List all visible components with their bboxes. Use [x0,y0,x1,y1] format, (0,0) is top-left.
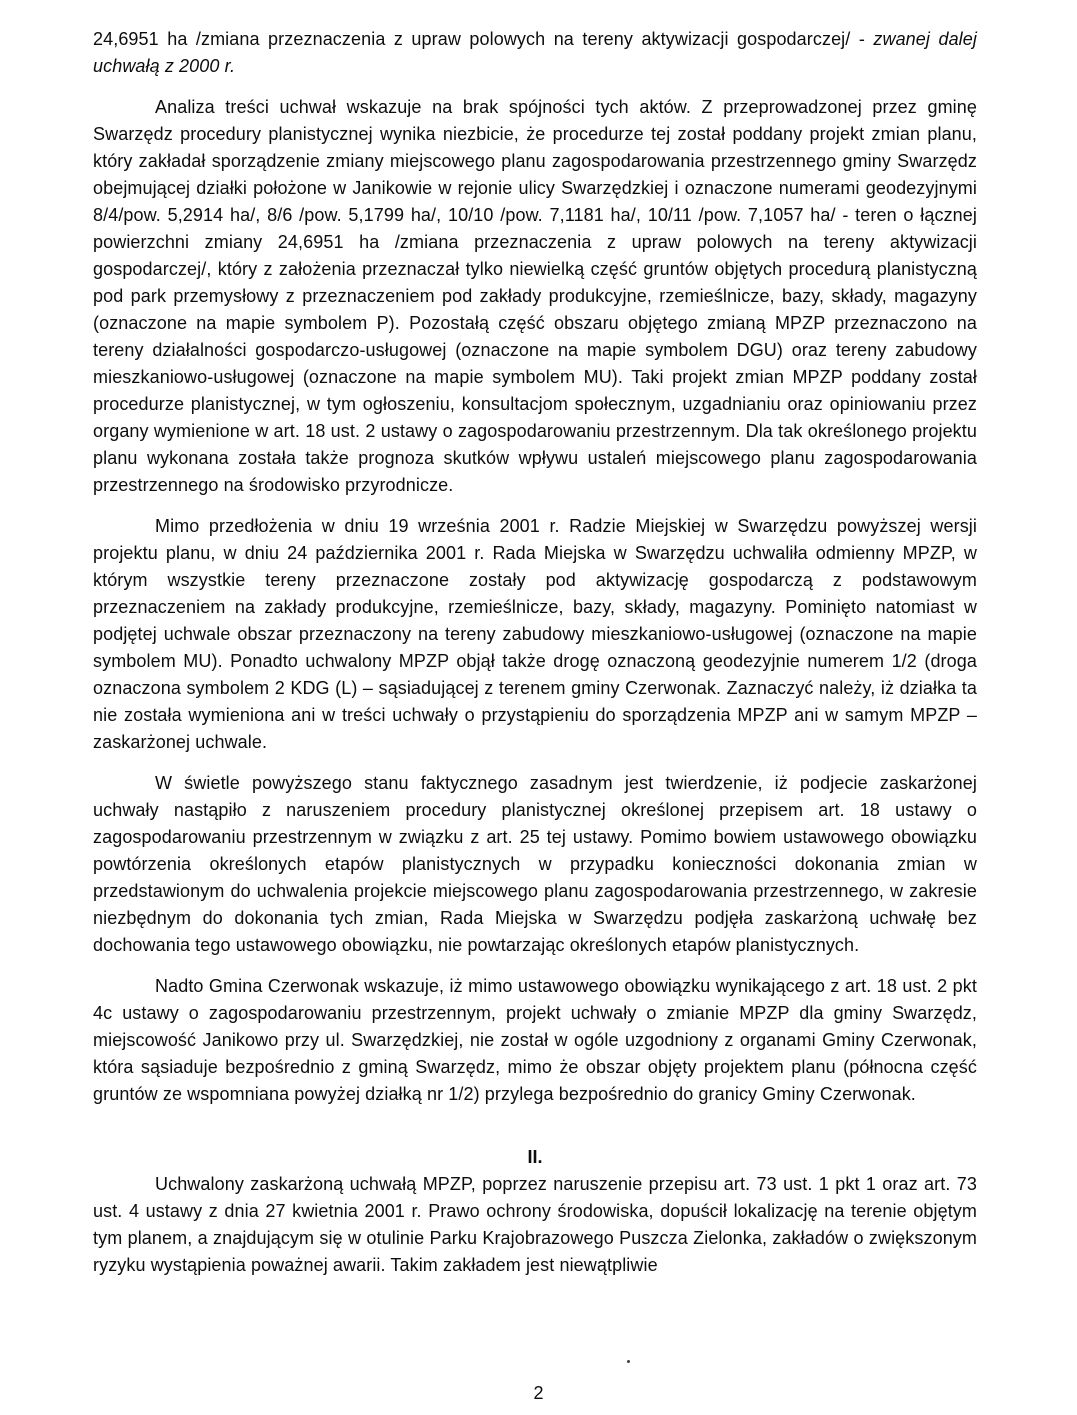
paragraph-continuation [93,26,977,80]
page-number: 2 [533,1383,544,1403]
paragraph-mimo-przedlozenia: Mimo przedłożenia w dniu 19 września 2001 r. Radzie Miejskiej w Swarzędzu powyższej wersji projektu planu, w dniu 24 października 2001 r. Rada Miejska w Swarzędzu uchwaliła odmienny MPZP, w którym wszystkie tereny przeznaczone zostały pod aktywizację gospodarczą z podstawowym przeznaczeniem na zakłady produkcyjne, rzemieślnicze, bazy, składy, magazyny. Pominięto natomiast w podjętej uchwale obszar przeznaczony na tereny zabudowy mieszkaniowo-usługowej (oznaczone na mapie symbolem MU). Ponadto uchwalony MPZP objął także drogę oznaczoną geodezyjnie numerem 1/2 (droga oznaczona symbolem 2 KDG (L) – sąsiadującej z terenem gminy Czerwonak. Zaznaczyć należy, iż działka ta nie została wymieniona ani w treści uchwały o przystąpieniu do sporządzenia MPZP ani w samym MPZP – zaskarżonej uchwale. [93,516,977,752]
paragraph-uchwalony: Uchwalony zaskarżoną uchwałą MPZP, poprzez naruszenie przepisu art. 73 ust. 1 pkt 1 oraz art. 73 ust. 4 ustawy z dnia 27 kwietnia 2001 r. Prawo ochrony środowiska, dopuścił lokalizację na terenie objętym tym planem, a znajdującym się w otulinie Parku Krajobrazowego Puszcza Zielonka, zakładów o zwiększonym ryzyku wystąpienia poważnej awarii. Takim zakładem jest niewątpliwie [93,1174,977,1275]
paragraph-analiza-tresci: Analiza treści uchwał wskazuje na brak spójności tych aktów. Z przeprowadzonej przez gminę Swarzędz procedury planistycznej wynika niezbicie, że procedurze tej został poddany projekt zmian planu, który zakładał sporządzenie zmiany miejscowego planu zagospodarowania przestrzennego gminy Swarzędz obejmującej działki położone w Janikowie w rejonie ulicy Swarzędzkiej i oznaczone numerami geodezyjnymi 8/4/pow. 5,2914 ha/, 8/6 /pow. 5,1799 ha/, 10/10 /pow. 7,1181 ha/, 10/11 /pow. 7,1057 ha/ - teren o łącznej powierzchni zmiany 24,6951 ha /zmiana przeznaczenia z upraw polowych na tereny aktywizacji gospodarczej/, który z założenia przeznaczał tylko niewielką część gruntów objętych procedurą planistyczną pod park przemysłowy z przeznaczeniem pod zakłady produkcyjne, rzemieślnicze, bazy, składy, magazyny (oznaczone na mapie symbolem P). Pozostałą część obszaru objętego zmianą MPZP przeznaczono na tereny działalności gospodarczo-usługowej (oznaczone na mapie symbolem DGU) oraz tereny zabudowy mieszkaniowo-usługowej (oznaczone na mapie symbolem MU). Taki projekt zmian MPZP poddany został procedurze planistycznej, w tym ogłoszeniu, konsultacjom społecznym, uzgadnianiu oraz opiniowaniu przez organy wymienione w art. 18 ust. 2 ustawy o zagospodarowaniu przestrzennym. Dla tak określonego projektu planu wykonana została także prognoza skutków wpływu ustaleń miejscowego planu zagospodarowania przestrzennego na środowisko przyrodnicze. [93,97,977,495]
continuation-text: 24,6951 ha /zmiana przeznaczenia z upraw polowych na tereny aktywizacji gospodarczej/ - [93,29,874,49]
section-heading: II. [527,1147,543,1167]
paragraph-w-swietle: W świetle powyższego stanu faktycznego zasadnym jest twierdzenie, iż podjecie zaskarżonej uchwały nastąpiło z naruszeniem procedury planistycznej określonej przepisem art. 18 ustawy o zagospodarowaniu przestrzennym w związku z art. 25 tej ustawy. Pomimo bowiem ustawowego obowiązku powtórzenia określonych etapów planistycznych w przypadku konieczności dokonania zmian w przedstawionym do uchwalenia projekcie miejscowego planu zagospodarowania przestrzennego, w zakresie niezbędnym do dokonania tych zmian, Rada Miejska w Swarzędzu podjęła zaskarżoną uchwałę bez dochowania tego ustawowego obowiązku, nie powtarzając określonych etapów planistycznych. [93,773,977,955]
scan-artifact-dot [627,1360,630,1363]
continuation-italic-text: zwanej dalej uchwałą z 2000 r. [93,29,977,76]
paragraph-nadto-gmina: Nadto Gmina Czerwonak wskazuje, iż mimo ustawowego obowiązku wynikającego z art. 18 ust. 2 pkt 4c ustawy o zagospodarowaniu przestrzennym, projekt uchwały o zmianie MPZP dla gminy Swarzędz, miejscowość Janikowo przy ul. Swarzędzkiej, nie został w ogóle uzgodniony z organami Gminy Czerwonak, która sąsiaduje bezpośrednio z gminą Swarzędz, mimo że obszar objęty projektem planu (północna część gruntów ze wspomniana powyżej działką nr 1/2) przylega bezpośrednio do granicy Gminy Czerwonak. [93,976,977,1104]
